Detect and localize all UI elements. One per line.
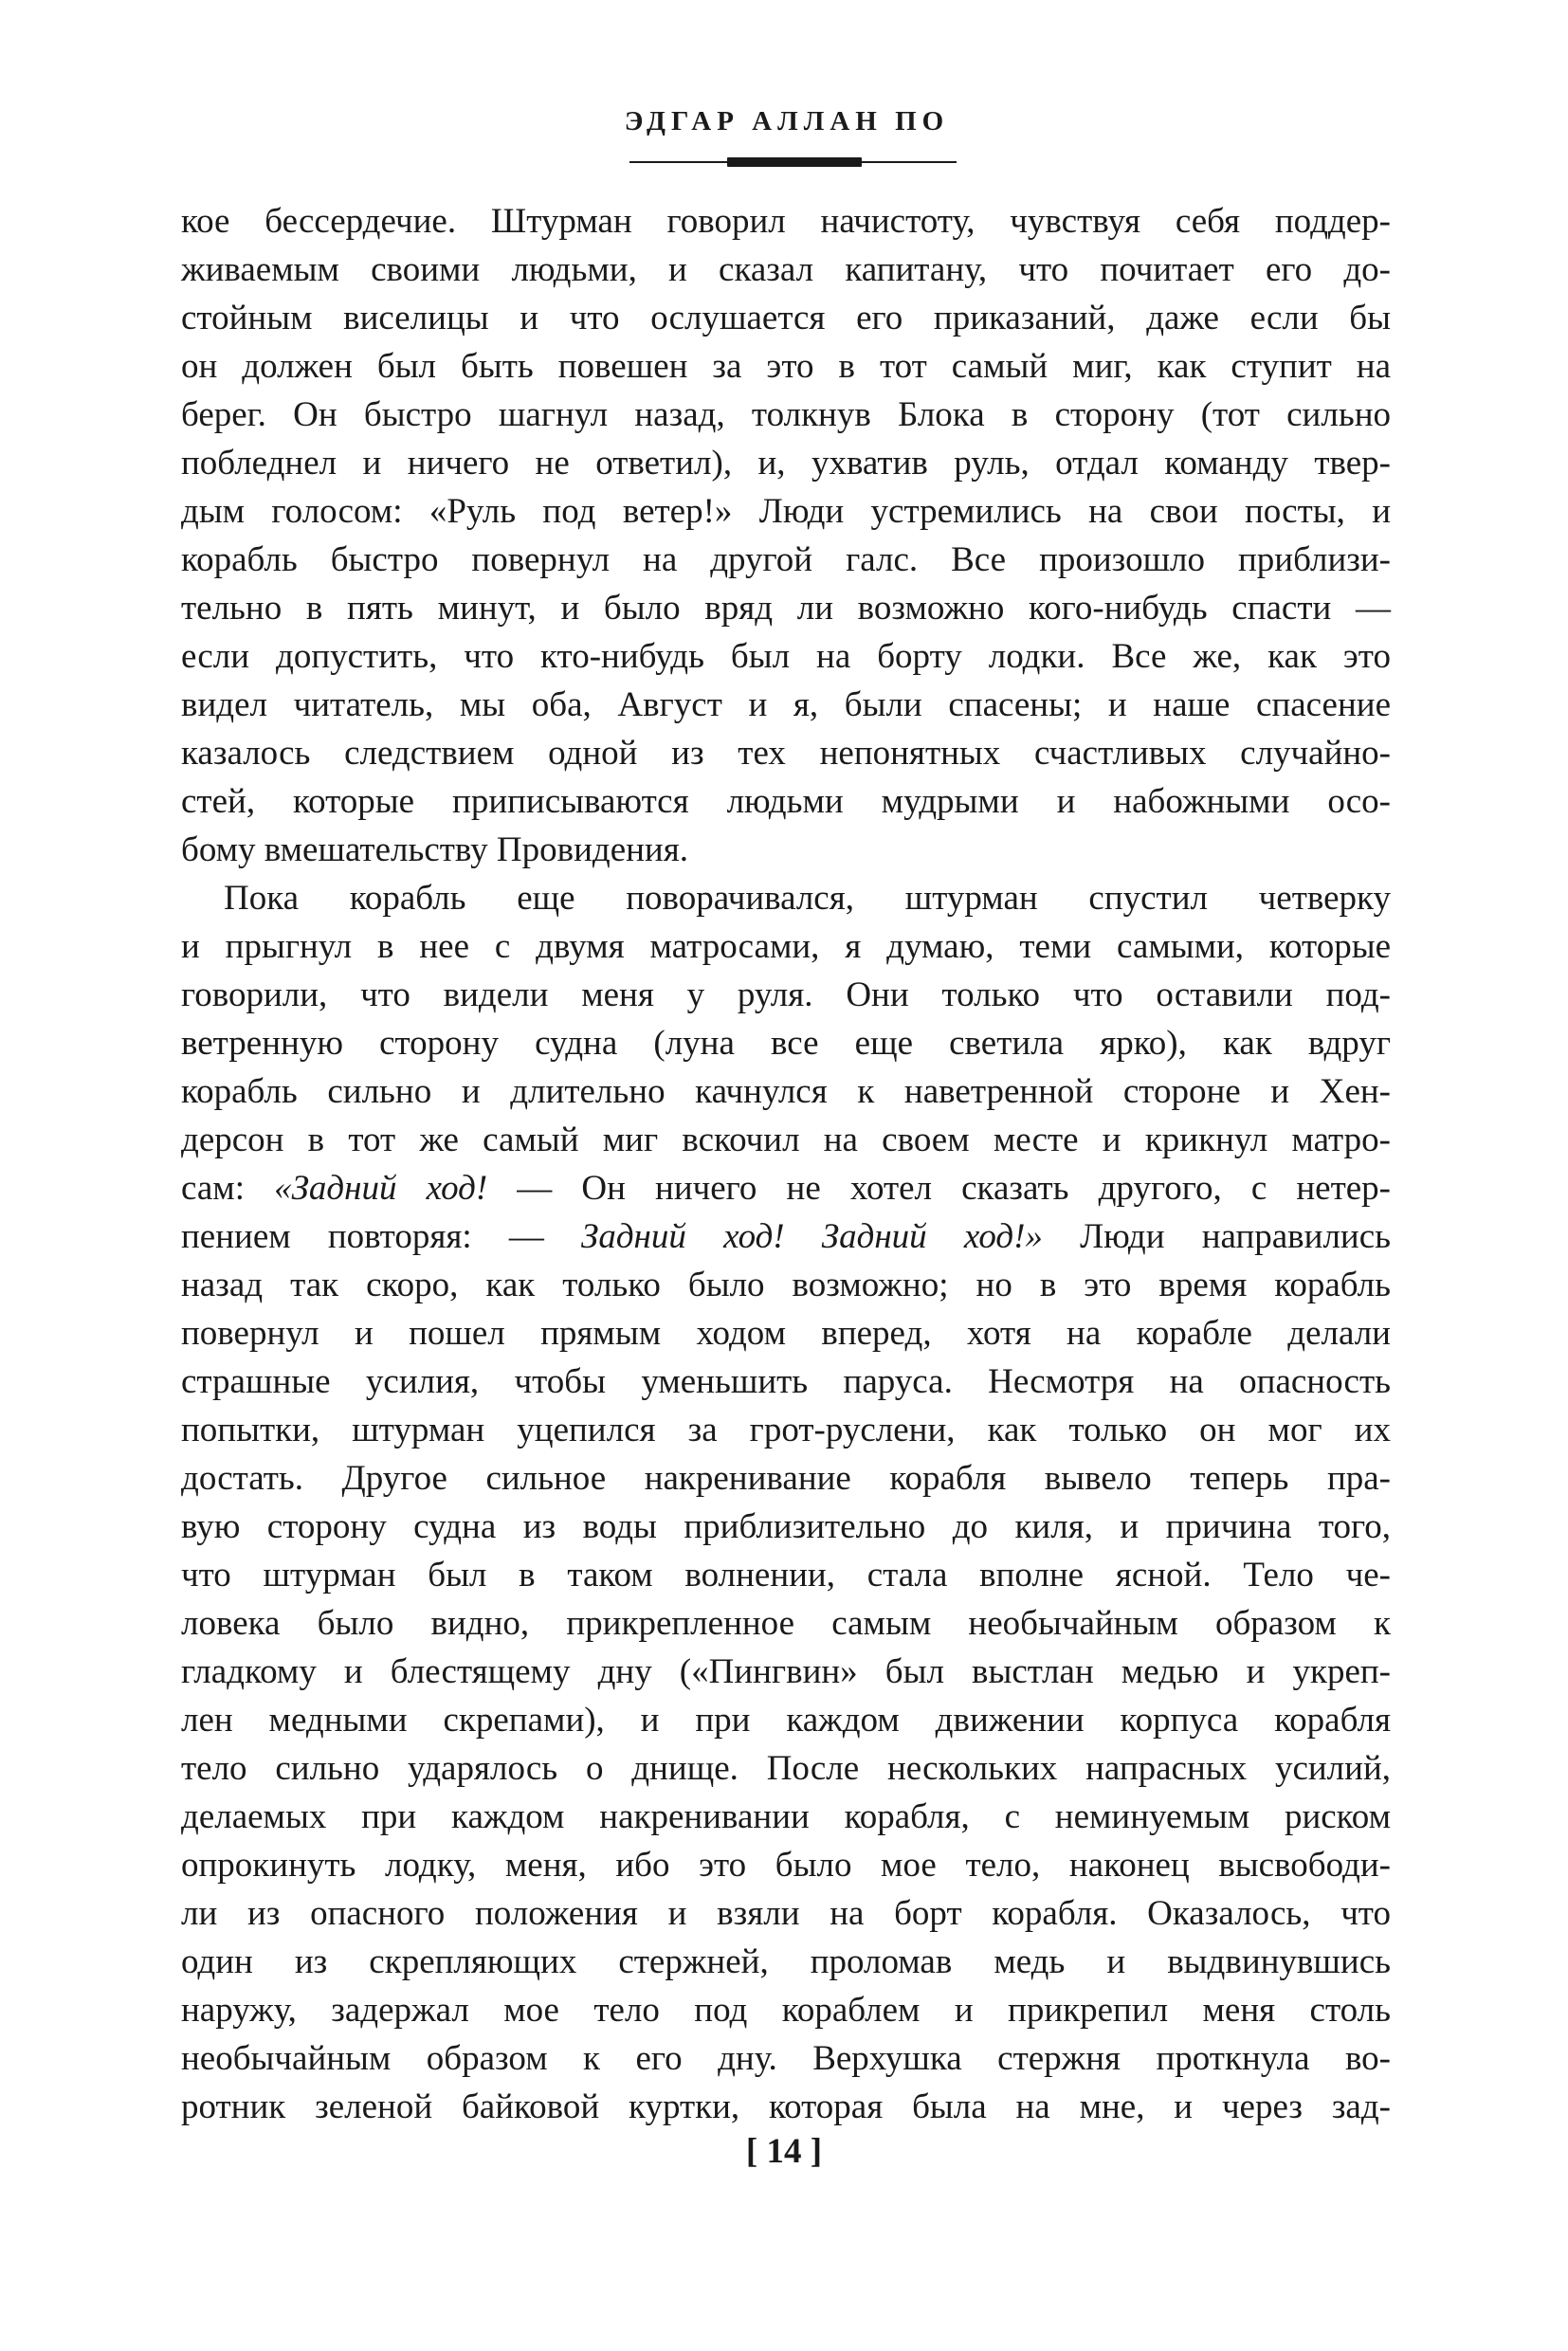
line-text-roman: пением повторяя: — <box>181 1217 582 1256</box>
line-text-roman: Люди направились <box>1042 1217 1392 1256</box>
text-line: и прыгнул в нее с двумя матросами, я думаю, теми самыми, которые <box>181 927 1391 966</box>
text-line: тельно в пять минут, и было вряд ли возможно кого-нибудь спасти — <box>181 589 1391 628</box>
text-line: живаемым своими людьми, и сказал капитану, что почитает его до- <box>181 250 1391 289</box>
text-line: необычайным образом к его дну. Верхушка стержня проткнула во- <box>181 2039 1391 2078</box>
text-line: назад так скоро, как только было возможно; но в это время корабль <box>181 1266 1391 1304</box>
paragraph-1 <box>181 197 1391 874</box>
text-line: если допустить, что кто-нибудь был на борту лодки. Все же, как это <box>181 637 1391 676</box>
text-line: видел читатель, мы оба, Август и я, были спасены; и наше спасение <box>181 685 1391 724</box>
text-line: побледнел и ничего не ответил), и, ухватив руль, отдал команду твер- <box>181 444 1391 483</box>
text-line: стойным виселицы и что ослушается его приказаний, даже если бы <box>181 299 1391 337</box>
text-line: тело сильно ударялось о днище. После нескольких напрасных усилий, <box>181 1749 1391 1788</box>
page-number: [ 14 ] <box>745 2132 823 2171</box>
text-line: берег. Он быстро шагнул назад, толкнув Блока в сторону (тот сильно <box>181 395 1391 434</box>
paragraph-2 <box>181 874 1391 2131</box>
text-line: Пока корабль еще поворачивался, штурман спустил четверку <box>224 879 1391 918</box>
running-head-container <box>0 106 1568 137</box>
text-line: говорили, что видели меня у руля. Они только что оставили под- <box>181 975 1391 1014</box>
text-line: достать. Другое сильное накренивание корабля вывело теперь пра- <box>181 1459 1391 1498</box>
text-line: стей, которые приписываются людьми мудрыми и набожными осо- <box>181 782 1391 821</box>
text-line: бому вмешательству Провидения. <box>181 830 689 869</box>
text-line: ротник зеленой байковой куртки, которая была на мне, и через зад- <box>181 2087 1391 2126</box>
text-line: один из скрепляющих стержней, проломав медь и выдвинувшись <box>181 1942 1391 1981</box>
text-line: делаемых при каждом накренивании корабля, с неминуемым риском <box>181 1797 1391 1836</box>
body-text <box>181 197 1391 2131</box>
text-line: повернул и пошел прямым ходом вперед, хотя на корабле делали <box>181 1314 1391 1353</box>
text-line: ловека было видно, прикрепленное самым необычайным образом к <box>181 1604 1391 1643</box>
text-line-with-italic <box>181 1212 1391 1261</box>
text-line: он должен был быть повешен за это в тот самый миг, как ступит на <box>181 347 1391 386</box>
text-line: вую сторону судна из воды приблизительно до киля, и причина того, <box>181 1507 1391 1546</box>
text-line: наружу, задержал мое тело под кораблем и прикрепил меня столь <box>181 1991 1391 2030</box>
text-line: лен медными скрепами), и при каждом движении корпуса корабля <box>181 1701 1391 1740</box>
text-line: дерсон в тот же самый миг вскочил на своем месте и крикнул матро- <box>181 1121 1391 1159</box>
text-line: корабль быстро повернул на другой галс. Все произошло приблизи- <box>181 540 1391 579</box>
text-line: корабль сильно и длительно качнулся к наветренной стороне и Хен- <box>181 1072 1391 1111</box>
text-line: казалось следствием одной из тех непонятных счастливых случайно- <box>181 734 1391 773</box>
line-text-italic: Задний ход! Задний ход!» <box>581 1217 1043 1256</box>
text-line: гладкому и блестящему дну («Пингвин» был выстлан медью и укреп- <box>181 1652 1391 1691</box>
text-line: попытки, штурман уцепился за грот-руслени, как только он мог их <box>181 1411 1391 1449</box>
line-text-roman: сам: <box>181 1169 275 1208</box>
text-line: ли из опасного положения и взяли на борт корабля. Оказалось, что <box>181 1894 1391 1933</box>
text-line: страшные усилия, чтобы уменьшить паруса. Несмотря на опасность <box>181 1362 1391 1401</box>
running-head-rule-ornament <box>727 157 862 167</box>
line-text-roman: — Он ничего не хотел сказать другого, с нетер- <box>487 1169 1391 1208</box>
text-line: что штурман был в таком волнении, стала вполне ясной. Тело че- <box>181 1556 1391 1595</box>
text-line: опрокинуть лодку, меня, ибо это было мое тело, наконец высвободи- <box>181 1846 1391 1885</box>
running-head: ЭДГАР АЛЛАН ПО <box>624 106 950 137</box>
text-line: дым голосом: «Руль под ветер!» Люди устремились на свои посты, и <box>181 492 1391 531</box>
text-line-with-italic <box>181 1164 1391 1212</box>
line-text-italic: «Задний ход! <box>274 1169 488 1208</box>
text-line: ветренную сторону судна (луна все еще светила ярко), как вдруг <box>181 1024 1391 1063</box>
text-line: кое бессердечие. Штурман говорил начистоту, чувствуя себя поддер- <box>181 202 1391 241</box>
